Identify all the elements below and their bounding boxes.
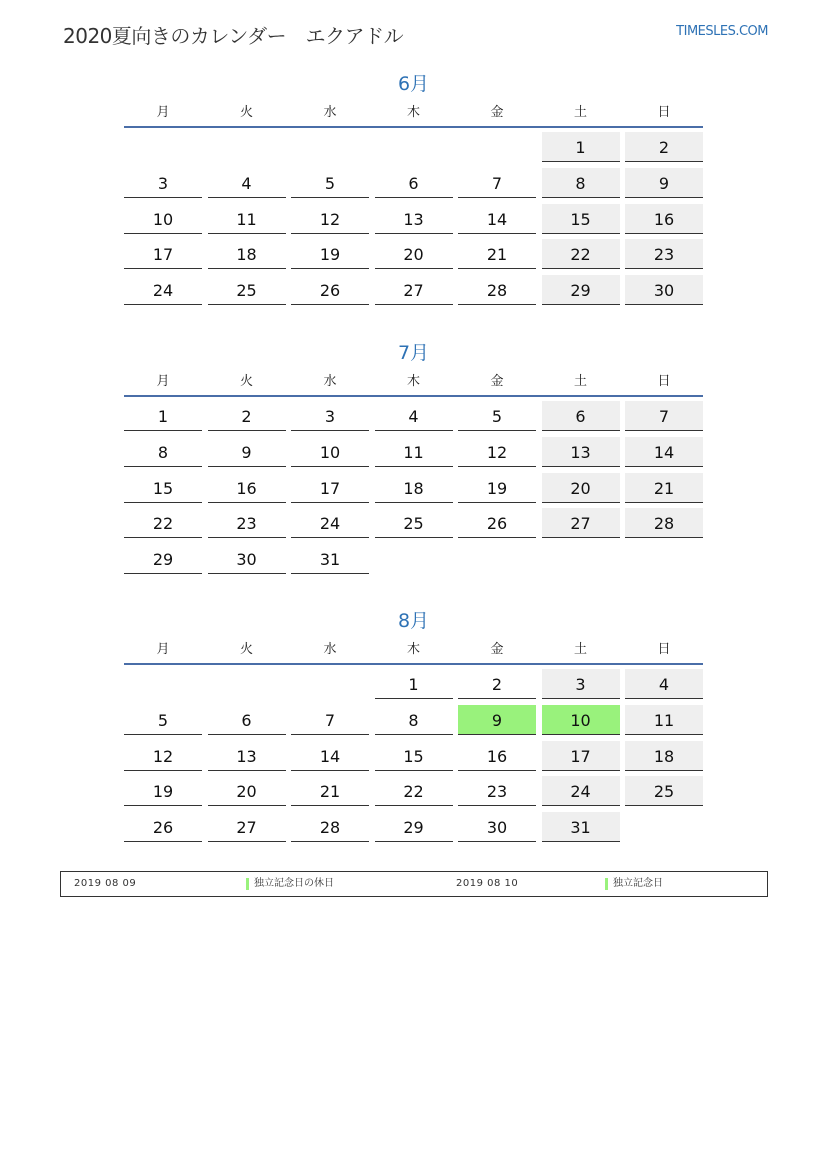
day-cell[interactable]: 20: [542, 473, 620, 503]
day-cell[interactable]: 29: [542, 275, 620, 305]
day-cell[interactable]: 4: [208, 168, 286, 198]
day-cell[interactable]: 12: [124, 741, 202, 771]
day-cell[interactable]: 22: [542, 239, 620, 269]
weekday-label: 月: [156, 642, 170, 657]
page-title: 2020夏向きのカレンダー エクアドル: [63, 24, 404, 48]
month-august: [124, 605, 703, 848]
day-cell[interactable]: 26: [458, 508, 536, 538]
month-july: [124, 337, 703, 580]
day-cell[interactable]: 16: [458, 741, 536, 771]
day-cell[interactable]: 5: [291, 168, 369, 198]
month-title: 8月: [397, 610, 430, 632]
day-cell[interactable]: 28: [625, 508, 703, 538]
weekday-label: 水: [323, 105, 337, 120]
day-cell[interactable]: 20: [375, 239, 453, 269]
day-cell[interactable]: 7: [458, 168, 536, 198]
day-cell[interactable]: 29: [375, 812, 453, 842]
day-cell[interactable]: 27: [542, 508, 620, 538]
day-cell[interactable]: 17: [542, 741, 620, 771]
weekday-label: 火: [239, 374, 253, 389]
day-cell[interactable]: 16: [208, 473, 286, 503]
day-cell[interactable]: 17: [124, 239, 202, 269]
day-cell[interactable]: 31: [542, 812, 620, 842]
empty-day-cell: [124, 132, 202, 162]
day-cell[interactable]: 16: [625, 204, 703, 234]
weekday-label: 水: [323, 374, 337, 389]
weekday-label: 土: [573, 642, 587, 657]
day-cell[interactable]: 13: [542, 437, 620, 467]
day-cell[interactable]: 12: [291, 204, 369, 234]
day-cell[interactable]: 7: [625, 401, 703, 431]
weekday-label: 日: [657, 642, 671, 657]
day-cell[interactable]: 23: [625, 239, 703, 269]
day-cell[interactable]: 22: [124, 508, 202, 538]
day-cell[interactable]: 1: [375, 669, 453, 699]
day-cell[interactable]: 2: [208, 401, 286, 431]
empty-day-cell: [458, 544, 536, 574]
weekday-label: 木: [406, 642, 420, 657]
weekday-label: 日: [657, 374, 671, 389]
day-cell[interactable]: 24: [291, 508, 369, 538]
day-cell[interactable]: 30: [208, 544, 286, 574]
day-cell[interactable]: 26: [124, 812, 202, 842]
day-cell[interactable]: 25: [375, 508, 453, 538]
day-cell[interactable]: 24: [124, 275, 202, 305]
empty-day-cell: [375, 544, 453, 574]
day-cell[interactable]: 9: [625, 168, 703, 198]
day-cell[interactable]: 25: [208, 275, 286, 305]
weekday-label: 金: [490, 642, 504, 657]
day-cell[interactable]: 2: [625, 132, 703, 162]
day-cell[interactable]: 13: [208, 741, 286, 771]
day-cell[interactable]: 1: [542, 132, 620, 162]
weekday-label: 月: [156, 105, 170, 120]
day-cell[interactable]: 25: [625, 776, 703, 806]
day-cell[interactable]: 3: [291, 401, 369, 431]
day-cell[interactable]: 3: [124, 168, 202, 198]
day-cell[interactable]: 21: [291, 776, 369, 806]
day-cell[interactable]: 30: [625, 275, 703, 305]
month-title: 6月: [397, 73, 430, 95]
day-cell[interactable]: 8: [124, 437, 202, 467]
day-cell[interactable]: 31: [291, 544, 369, 574]
empty-day-cell: [458, 132, 536, 162]
day-cell[interactable]: 12: [458, 437, 536, 467]
day-cell[interactable]: 30: [458, 812, 536, 842]
day-cell[interactable]: 6: [542, 401, 620, 431]
empty-day-cell: [124, 669, 202, 699]
day-cell[interactable]: 27: [208, 812, 286, 842]
weekday-label: 土: [573, 374, 587, 389]
day-cell[interactable]: 11: [375, 437, 453, 467]
day-cell[interactable]: 26: [291, 275, 369, 305]
holiday-legend: [60, 871, 768, 897]
empty-day-cell: [625, 812, 703, 842]
day-cell[interactable]: 23: [208, 508, 286, 538]
day-cell[interactable]: 19: [124, 776, 202, 806]
day-cell[interactable]: 21: [625, 473, 703, 503]
day-cell[interactable]: 8: [542, 168, 620, 198]
day-cell[interactable]: 13: [375, 204, 453, 234]
day-cell[interactable]: 23: [458, 776, 536, 806]
day-cell[interactable]: 9: [458, 705, 536, 735]
day-cell[interactable]: 17: [291, 473, 369, 503]
day-cell[interactable]: 18: [208, 239, 286, 269]
empty-day-cell: [208, 669, 286, 699]
day-cell[interactable]: 28: [291, 812, 369, 842]
header-divider: [124, 395, 703, 397]
day-cell[interactable]: 18: [375, 473, 453, 503]
day-cell[interactable]: 28: [458, 275, 536, 305]
day-cell[interactable]: 10: [291, 437, 369, 467]
weekday-label: 月: [156, 374, 170, 389]
weekday-header: [124, 369, 703, 395]
day-cell[interactable]: 19: [458, 473, 536, 503]
day-cell[interactable]: 18: [625, 741, 703, 771]
weekday-header: [124, 100, 703, 126]
weekday-label: 木: [406, 374, 420, 389]
empty-day-cell: [291, 669, 369, 699]
day-cell[interactable]: 11: [208, 204, 286, 234]
day-cell[interactable]: 8: [375, 705, 453, 735]
day-cell[interactable]: 6: [375, 168, 453, 198]
day-cell[interactable]: 1: [124, 401, 202, 431]
weekday-label: 金: [490, 105, 504, 120]
day-cell[interactable]: 24: [542, 776, 620, 806]
day-cell[interactable]: 5: [124, 705, 202, 735]
month-june: [124, 68, 703, 311]
month-grid: [124, 132, 703, 311]
day-cell[interactable]: 21: [458, 239, 536, 269]
day-cell[interactable]: 7: [291, 705, 369, 735]
day-cell[interactable]: 3: [542, 669, 620, 699]
month-grid: [124, 401, 703, 580]
day-cell[interactable]: 15: [542, 204, 620, 234]
empty-day-cell: [375, 132, 453, 162]
day-cell[interactable]: 19: [291, 239, 369, 269]
day-cell[interactable]: 6: [208, 705, 286, 735]
day-cell[interactable]: 4: [375, 401, 453, 431]
day-cell[interactable]: 5: [458, 401, 536, 431]
legend-holiday-name: 独立記念日: [613, 878, 663, 889]
legend-date: 2019 08 09: [74, 878, 137, 889]
empty-day-cell: [208, 132, 286, 162]
header-divider: [124, 663, 703, 665]
legend-holiday-name: 独立記念日の休日: [254, 878, 334, 889]
day-cell[interactable]: 22: [375, 776, 453, 806]
empty-day-cell: [625, 544, 703, 574]
month-title: 7月: [397, 342, 430, 364]
day-cell[interactable]: 15: [124, 473, 202, 503]
day-cell[interactable]: 10: [542, 705, 620, 735]
day-cell[interactable]: 9: [208, 437, 286, 467]
weekday-label: 木: [406, 105, 420, 120]
day-cell[interactable]: 11: [625, 705, 703, 735]
day-cell[interactable]: 15: [375, 741, 453, 771]
day-cell[interactable]: 2: [458, 669, 536, 699]
day-cell[interactable]: 14: [625, 437, 703, 467]
day-cell[interactable]: 20: [208, 776, 286, 806]
weekday-label: 日: [657, 105, 671, 120]
holiday-color-marker: [605, 878, 608, 890]
day-cell[interactable]: 10: [124, 204, 202, 234]
legend-date: 2019 08 10: [456, 878, 519, 889]
day-cell[interactable]: 29: [124, 544, 202, 574]
day-cell[interactable]: 4: [625, 669, 703, 699]
weekday-label: 土: [573, 105, 587, 120]
weekday-label: 水: [323, 642, 337, 657]
month-grid: [124, 669, 703, 848]
weekday-label: 火: [239, 642, 253, 657]
weekday-label: 金: [490, 374, 504, 389]
header-divider: [124, 126, 703, 128]
weekday-header: [124, 637, 703, 663]
day-cell[interactable]: 14: [458, 204, 536, 234]
weekday-label: 火: [239, 105, 253, 120]
empty-day-cell: [291, 132, 369, 162]
empty-day-cell: [542, 544, 620, 574]
site-link[interactable]: TIMESLES.COM: [676, 24, 768, 39]
holiday-color-marker: [246, 878, 249, 890]
day-cell[interactable]: 14: [291, 741, 369, 771]
day-cell[interactable]: 27: [375, 275, 453, 305]
